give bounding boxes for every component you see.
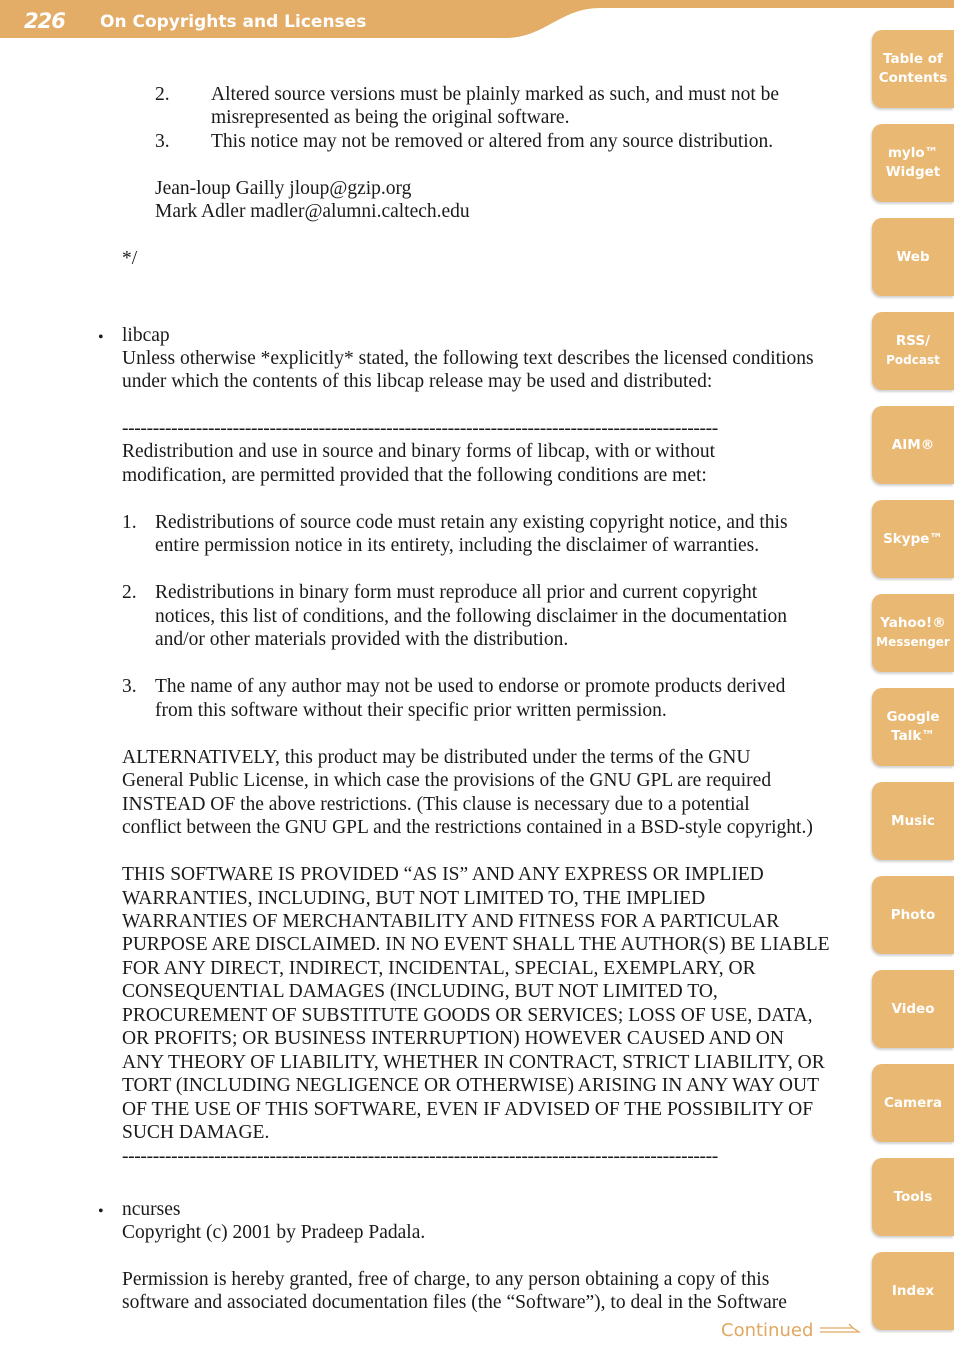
tab-yahoo-messenger[interactable]: Yahoo!® Messenger	[872, 594, 954, 672]
list-number: 2.	[155, 84, 170, 105]
text-line: ANY THEORY OF LIABILITY, WHETHER IN CONTRACT, STRICT LIABILITY, OR	[122, 1052, 825, 1073]
text-line: Redistribution and use in source and binary forms of libcap, with or without	[122, 441, 716, 462]
text-line: SUCH DAMAGE.	[122, 1122, 270, 1143]
tab-rss-podcast[interactable]: RSS/ Podcast	[872, 312, 954, 390]
text-line: Permission is hereby granted, free of charge, to any person obtaining a copy of this	[122, 1269, 770, 1290]
tab-tools[interactable]: Tools	[872, 1158, 954, 1236]
text-line: OF THE USE OF THIS SOFTWARE, EVEN IF ADVISED OF THE POSSIBILITY OF	[122, 1099, 814, 1120]
text-line: Redistributions in binary form must reproduce all prior and current copyright	[155, 582, 758, 603]
text-line: THIS SOFTWARE IS PROVIDED “AS IS” AND ANY EXPRESS OR IMPLIED	[122, 864, 764, 885]
tab-photo[interactable]: Photo	[872, 876, 954, 954]
list-number: 3.	[122, 676, 137, 697]
text-line: ALTERNATIVELY, this product may be distributed under the terms of the GNU	[122, 747, 751, 768]
list-number: 3.	[155, 131, 170, 152]
text-line: entire permission notice in its entirety, including the disclaimer of warranties.	[155, 535, 760, 556]
dash-divider: -------------------------------------------------------------------------------------------------	[122, 1146, 718, 1167]
text-line: General Public License, in which case the provisions of the GNU GPL are required	[122, 770, 772, 791]
page-header	[0, 0, 954, 40]
text-line: software and associated documentation files (the “Software”), to deal in the Software	[122, 1292, 787, 1313]
item-title: ncurses	[122, 1199, 181, 1220]
list-number: 2.	[122, 582, 137, 603]
tab-music[interactable]: Music	[872, 782, 954, 860]
text-line: Redistributions of source code must retain any existing copyright notice, and this	[155, 512, 788, 533]
tab-google-talk[interactable]: Google Talk™	[872, 688, 954, 766]
text-line: TORT (INCLUDING NEGLIGENCE OR OTHERWISE) ARISING IN ANY WAY OUT	[122, 1075, 820, 1096]
list-number: 1.	[122, 512, 137, 533]
tab-mylo-widget[interactable]: mylo™ Widget	[872, 124, 954, 202]
text-line: notices, this list of conditions, and the following disclaimer in the documentation	[155, 606, 788, 627]
text-line: WARRANTIES OF MERCHANTABILITY AND FITNESS FOR A PARTICULAR	[122, 911, 780, 932]
continued-label: Continued	[721, 1320, 814, 1341]
text-line: CONSEQUENTIAL DAMAGES (INCLUDING, BUT NOT LIMITED TO,	[122, 981, 718, 1002]
tab-table-of-contents[interactable]: Table of Contents	[872, 30, 954, 108]
text-line: Mark Adler madler@alumni.caltech.edu	[155, 201, 470, 222]
tab-aim[interactable]: AIM®	[872, 406, 954, 484]
continued-arrow-icon	[819, 1323, 861, 1337]
text-line: This notice may not be removed or altered from any source distribution.	[211, 131, 774, 152]
tab-video[interactable]: Video	[872, 970, 954, 1048]
text-line: The name of any author may not be used to endorse or promote products derived	[155, 676, 786, 697]
text-line: Jean-loup Gailly jloup@gzip.org	[155, 178, 412, 199]
bullet-icon: •	[98, 1203, 104, 1220]
text-line: OR PROFITS; OR BUSINESS INTERRUPTION) HOWEVER CAUSED AND ON	[122, 1028, 784, 1049]
tab-skype[interactable]: Skype™	[872, 500, 954, 578]
item-title: libcap	[122, 325, 170, 346]
tab-index[interactable]: Index	[872, 1252, 954, 1330]
section-title: On Copyrights and Licenses	[100, 12, 367, 32]
bullet-icon: •	[98, 329, 104, 346]
text-line: WARRANTIES, INCLUDING, BUT NOT LIMITED TO, THE IMPLIED	[122, 888, 706, 909]
text-line: FOR ANY DIRECT, INDIRECT, INCIDENTAL, SPECIAL, EXEMPLARY, OR	[122, 958, 756, 979]
text-line: modification, are permitted provided that the following conditions are met:	[122, 465, 707, 486]
tab-camera[interactable]: Camera	[872, 1064, 954, 1142]
text-line: from this software without their specific prior written permission.	[155, 700, 667, 721]
text-line: PURPOSE ARE DISCLAIMED. IN NO EVENT SHALL THE AUTHOR(S) BE LIABLE	[122, 934, 830, 955]
text-line: Altered source versions must be plainly marked as such, and must not be	[211, 84, 780, 105]
dash-divider: -------------------------------------------------------------------------------------------------	[122, 418, 718, 439]
text-line: under which the contents of this libcap release may be used and distributed:	[122, 371, 713, 392]
page-number: 226	[24, 9, 65, 33]
text-line: and/or other materials provided with the distribution.	[155, 629, 569, 650]
text-line: Unless otherwise *explicitly* stated, the following text describes the licensed conditions	[122, 348, 814, 369]
text-line: INSTEAD OF the above restrictions. (This clause is necessary due to a potential	[122, 794, 750, 815]
text-line: PROCUREMENT OF SUBSTITUTE GOODS OR SERVICES; LOSS OF USE, DATA,	[122, 1005, 813, 1026]
text-line: misrepresented as being the original software.	[211, 107, 570, 128]
text-line: Copyright (c) 2001 by Pradeep Padala.	[122, 1222, 426, 1243]
text-line: conflict between the GNU GPL and the restrictions contained in a BSD-style copyright.)	[122, 817, 813, 838]
text-line: */	[122, 248, 138, 269]
tab-web[interactable]: Web	[872, 218, 954, 296]
